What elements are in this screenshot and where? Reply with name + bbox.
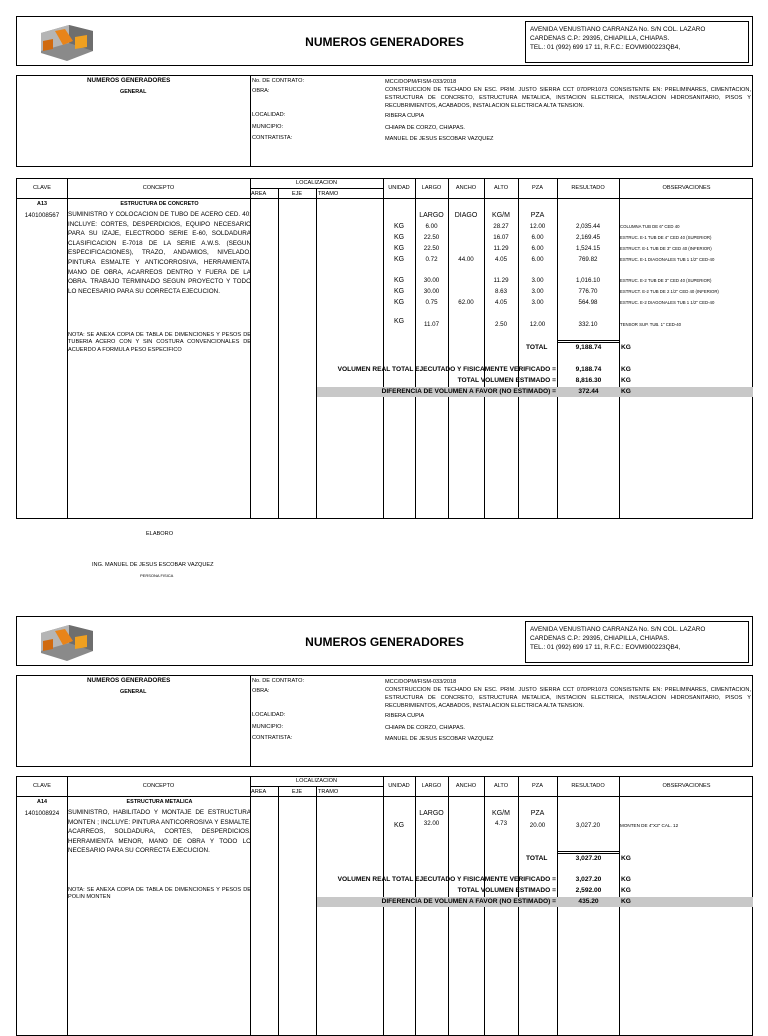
vol-est-label: TOTAL VOLUMEN ESTIMADO = [457,377,556,384]
total-value: 9,188.74 [575,344,602,351]
contratista-value: MANUEL DE JESUS ESCOBAR VAZQUEZ [385,136,494,142]
contract-label: No. DE CONTRATO: [252,678,305,684]
item-note: NOTA: SE ANEXA COPIA DE TABLA DE DIMENCIONES Y PESOS DE TUBERIA ACERO CON Y SIN COSTURA CONVENCIONALES DE ACUERDO A FORMULA PESO ESPECIFICO [68,332,251,353]
diff-unit: KG [621,898,631,905]
diff-label: DIFERENCIA DE VOLUMEN A FAVOR (NO ESTIMADO) = [381,388,556,395]
row-alto: 11.29 [493,277,509,284]
total-label: TOTAL [526,344,548,351]
vol-est-value: 2,592.00 [575,887,602,894]
municipio-label: MUNICIPIO: [252,724,284,730]
col-ancho: ANCHO [455,185,477,191]
col-localizacion: LOCALIZACION [295,778,338,784]
col-largo: LARGO [421,185,442,191]
col-eje: EJE [291,789,303,795]
col-clave: CLAVE [33,185,51,191]
row-alto: 4.73 [494,820,508,827]
diff-value: 435.20 [578,898,599,905]
col-observaciones: OBSERVACIONES [662,783,711,789]
col-largo: LARGO [421,783,442,789]
col-pza: PZA [532,783,543,789]
contratista-value: MANUEL DE JESUS ESCOBAR VAZQUEZ [385,736,494,742]
col-pza: PZA [532,185,543,191]
signer-name: ING. MANUEL DE JESUS ESCOBAR VAZQUEZ [92,562,214,568]
item-note: NOTA: SE ANEXA COPIA DE TABLA DE DIMENCIONES Y PESOS DE POLIN MONTEN [68,887,251,901]
row-resultado: 332.10 [578,321,598,328]
row-observacion: ESTRUC. E-1 TUB DE 4" CED 40 (SUPERIOR) [620,235,712,240]
vol-est-unit: KG [621,377,631,384]
subhead-largo: LARGO [419,810,444,817]
vol-real-label: VOLUMEN REAL TOTAL EJECUTADO Y FISICAMENTE VERIFICADO = [337,366,556,373]
row-observacion: ESTRUCT. E-1 TUB DE 3" CED 40 (INFERIOR) [620,246,712,251]
municipio-value: CHIAPA DE CORZO, CHIAPAS. [385,725,465,731]
contract-number: MCC/DOPM/FISM-033/2018 [385,679,457,685]
row-pza: 6.00 [531,256,544,263]
sheet-1 [16,16,753,586]
localidad-value: RIBERA CUPIA [385,713,425,719]
sheet-2 [16,616,753,1024]
vol-est-value: 8,816.30 [575,377,602,384]
col-clave: CLAVE [33,783,51,789]
row-unidad: KG [393,223,405,230]
row-largo: 0.72 [425,256,438,263]
row-pza: 20.00 [529,822,546,829]
row-ancho: 44.00 [458,256,474,263]
row-unidad: KG [393,288,405,295]
col-concepto: CONCEPTO [142,783,175,789]
document-title: NUMEROS GENERADORES [305,35,464,49]
subhead-pza: PZA [530,810,545,817]
col-resultado: RESULTADO [571,783,605,789]
contract-info [16,675,753,767]
col-eje: EJE [291,191,303,197]
row-resultado: 564.98 [578,299,598,306]
info-subtitle: GENERAL [120,689,147,695]
row-resultado: 1,016.10 [575,277,601,284]
subhead-kgm: KG/M [492,212,510,219]
quantities-table [16,178,753,519]
company-logo [29,621,107,663]
row-largo: 30.00 [423,277,440,284]
vol-real-label: VOLUMEN REAL TOTAL EJECUTADO Y FISICAMENTE VERIFICADO = [337,876,556,883]
row-largo: 22.50 [423,234,440,241]
col-resultado: RESULTADO [571,185,605,191]
row-largo: 0.75 [425,299,438,306]
vol-real-unit: KG [621,876,631,883]
contract-info [16,75,753,167]
quantities-table [16,776,753,1036]
row-alto: 4.05 [494,256,508,263]
subhead-diago: DIAGO [454,212,478,219]
row-alto: 8.63 [494,288,508,295]
row-resultado: 1,524.15 [575,245,601,252]
col-area: AREA [251,191,267,197]
municipio-value: CHIAPA DE CORZO, CHIAPAS. [385,125,465,131]
elaboro-label: ELABORO [146,531,174,537]
row-largo: 30.00 [423,288,440,295]
row-observacion: ESTRUC. E-2 DIAGONALES TUB 1 1/2" CED-40 [620,300,715,305]
vol-est-unit: KG [621,887,631,894]
diff-label: DIFERENCIA DE VOLUMEN A FAVOR (NO ESTIMADO) = [381,898,556,905]
col-unidad: UNIDAD [388,185,410,191]
info-title: NUMEROS GENERADORES [87,77,171,84]
col-alto: ALTO [493,185,509,191]
row-observacion: COLUMNA TUB DE 6" CED 40 [620,224,680,229]
col-observaciones: OBSERVACIONES [662,185,711,191]
row-resultado: 769.82 [578,256,598,263]
section-title: ESTRUCTURA METALICA [126,799,193,805]
company-logo [29,21,107,63]
item-clave: 1401008567 [24,212,60,219]
col-concepto: CONCEPTO [142,185,175,191]
row-pza: 12.00 [529,223,546,230]
row-observacion: ESTRUC. E-1 DIAGONALES TUB 1 1/2" CED-40 [620,257,715,262]
obra-description: CONSTRUCCION DE TECHADO EN ESC. PRIM. JUSTO SIERRA CCT 07DPR1073 CONSISTENTE EN: PRELIMINARES, CIMENTACION, ESTRUCTURA DE CONCRETO, ESTRUCTURA METALICA, INSTACION ELECTRICA, INSTALACION HIDROSANITARIO, PISOS Y RECUBRIMIENTOS, ACABADOS, INSTALACION ELECTRICA ALTA TENSION. [385,687,751,709]
item-description: SUMINISTRO, HABILITADO Y MONTAJE DE ESTRUCTURA MONTEN ; INCLUYE: PINTURA ANTICORROSIVA Y ESMALTE, ACARREOS, SOLDADURA, CORTES, DESPERDICIOS, HERRAMIENTA MENOR, MANO DE OBRA Y TODO LO NECESARIO PARA SU CORRECTA EJECUCION. [68,809,251,855]
document-header [16,616,753,666]
localidad-value: RIBERA CUPIA [385,113,425,119]
vol-real-value: 3,027.20 [575,876,602,883]
item-clave: 1401008924 [24,810,60,817]
row-unidad: KG [393,245,405,252]
col-ancho: ANCHO [455,783,477,789]
row-resultado: 3,027.20 [575,822,601,829]
item-description: SUMINISTRO Y COLOCACION DE TUBO DE ACERO CED. 40; INCLUYE: CORTES, DESPERDICIOS, EQUIPO NECESARIO PARA SU IZAJE, ELECTRODO SERIE E-60, SOLDADURA CLASIFICACION E-7018 DE LA SERIE A.W.S. (SEGUN ESPECIFICACIONES), TRAZO, ANDAMIOS, NIVELADO, PINTURA ESMALTE Y ANTICORROSIVA, HERRAMIENTA, MANO DE OBRA, ACARREOS DENTRO Y FUERA DE LA OBRA. TRABAJO TERMINADO SEGUN PROYECTO Y TODO LO NECESARIO PARA SU CORRECTA EJECUCION. [68,211,251,295]
localidad-label: LOCALIDAD: [252,112,286,118]
row-resultado: 2,169.45 [575,234,601,241]
row-pza: 6.00 [531,245,544,252]
col-localizacion: LOCALIZACION [295,180,338,186]
row-unidad: KG [393,822,405,829]
section-title: ESTRUCTURA DE CONCRETO [120,201,199,207]
col-tramo: TRAMO [318,191,339,197]
municipio-label: MUNICIPIO: [252,124,284,130]
subhead-pza: PZA [530,212,545,219]
contract-number: MCC/DOPM/FISM-033/2018 [385,79,457,85]
obra-label: OBRA: [252,88,270,94]
row-observacion: ESTRUCT. E-2 TUB DE 2 1/2" CED 40 (INFERIOR) [620,289,719,294]
col-area: AREA [251,789,267,795]
document-title: NUMEROS GENERADORES [305,635,464,649]
row-largo: 32.00 [423,820,440,827]
col-tramo: TRAMO [318,789,339,795]
item-code: A14 [37,799,47,805]
row-pza: 3.00 [531,288,544,295]
row-pza: 3.00 [531,299,544,306]
vol-est-label: TOTAL VOLUMEN ESTIMADO = [457,887,556,894]
subhead-kgm: KG/M [492,810,510,817]
row-alto: 4.05 [494,299,508,306]
localidad-label: LOCALIDAD: [252,712,286,718]
row-largo: 22.50 [423,245,440,252]
row-resultado: 2,035.44 [575,223,601,230]
col-alto: ALTO [493,783,509,789]
row-unidad: KG [393,318,405,325]
row-unidad: KG [393,299,405,306]
total-label: TOTAL [526,855,548,862]
diff-value: 372.44 [578,388,599,395]
info-title: NUMEROS GENERADORES [87,677,171,684]
col-unidad: UNIDAD [388,783,410,789]
company-address: AVENIDA VENUSTIANO CARRANZA No. S/N COL. LAZARO CARDENAS C.P.: 29395, CHIAPILLA, CHIAPAS. TEL.: 01 (992) 699 17 11, R.F.C.: EOVM900223QB4, [525,21,749,63]
row-pza: 3.00 [531,277,544,284]
row-observacion: MONTEN DE 4"X2" CAL. 12 [620,823,679,828]
row-largo: 6.00 [425,223,438,230]
row-alto: 28.27 [493,223,509,230]
row-alto: 2.50 [494,321,508,328]
row-unidad: KG [393,234,405,241]
signer-role: PERSONA FISICA [140,573,174,578]
row-resultado: 776.70 [578,288,598,295]
info-subtitle: GENERAL [120,89,147,95]
total-value: 3,027.20 [575,855,602,862]
subhead-largo: LARGO [419,212,444,219]
row-observacion: TENSOR SUP. TUB. 1" CED-40 [620,322,682,327]
company-address: AVENIDA VENUSTIANO CARRANZA No. S/N COL. LAZARO CARDENAS C.P.: 29395, CHIAPILLA, CHIAPAS. TEL.: 01 (992) 699 17 11, R.F.C.: EOVM900223QB4, [525,621,749,663]
vol-real-value: 9,188.74 [575,366,602,373]
contratista-label: CONTRATISTA: [252,135,293,141]
row-alto: 16.07 [493,234,509,241]
total-unit: KG [621,344,631,351]
contratista-label: CONTRATISTA: [252,735,293,741]
obra-label: OBRA: [252,688,270,694]
obra-description: CONSTRUCCION DE TECHADO EN ESC. PRIM. JUSTO SIERRA CCT 07DPR1073 CONSISTENTE EN: PRELIMINARES, CIMENTACION, ESTRUCTURA DE CONCRETO, ESTRUCTURA METALICA, INSTACION ELECTRICA, INSTALACION HIDROSANITARIO, PISOS Y RECUBRIMIENTOS, ACABADOS, INSTALACION ELECTRICA ALTA TENSION. [385,87,751,109]
diff-unit: KG [621,388,631,395]
row-pza: 12.00 [529,321,546,328]
row-ancho: 62.00 [458,299,474,306]
document-header [16,16,753,66]
row-alto: 11.29 [493,245,509,252]
item-code: A13 [37,201,47,207]
total-unit: KG [621,855,631,862]
contract-label: No. DE CONTRATO: [252,78,305,84]
row-unidad: KG [393,256,405,263]
vol-real-unit: KG [621,366,631,373]
row-unidad: KG [393,277,405,284]
row-pza: 6.00 [531,234,544,241]
row-observacion: ESTRUC. E-2 TUB DE 3" CED 40 (SUPERIOR) [620,278,712,283]
row-largo: 11.07 [423,321,440,328]
